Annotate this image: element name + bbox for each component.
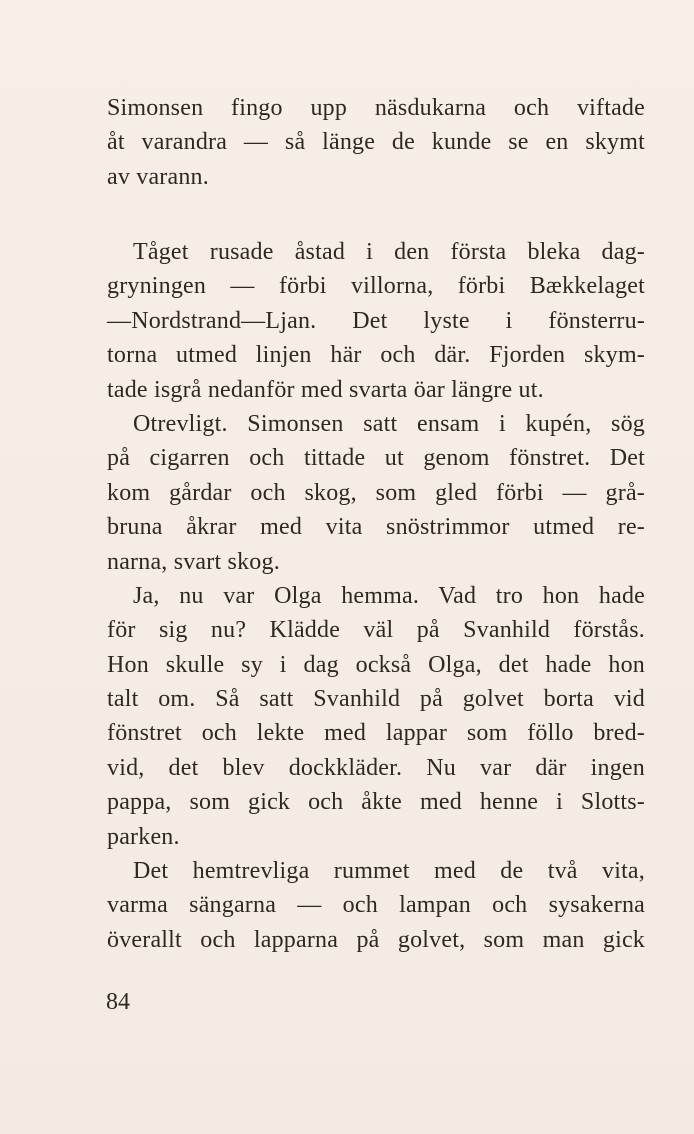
paragraph-line: på cigarren och tittade ut genom fönstret. Det (107, 445, 645, 472)
paragraph-line: torna utmed linjen här och där. Fjorden skym- (107, 342, 645, 369)
paragraph-line: fönstret och lekte med lappar som föllo bred- (107, 720, 645, 747)
paragraph-4 (107, 579, 645, 854)
paragraph-line: Det hemtrevliga rummet med de två vita, (133, 858, 645, 885)
paragraph-line: åt varandra — så länge de kunde se en skymt (107, 129, 645, 156)
paragraph-line: för sig nu? Klädde väl på Svanhild förstås. (107, 617, 645, 644)
paragraph-line: Ja, nu var Olga hemma. Vad tro hon hade (133, 582, 645, 609)
paragraph-line: kom gårdar och skog, som gled förbi — grå- (107, 479, 645, 506)
paragraph-line: narna, svart skog. (107, 548, 280, 575)
paragraph-2 (107, 235, 645, 407)
paragraph-line: tade isgrå nedanför med svarta öar längre ut. (107, 376, 544, 403)
paragraph-line: varma sängarna — och lampan och sysakerna (107, 892, 645, 919)
paragraph-line: vid, det blev dockkläder. Nu var där ingen (107, 754, 645, 781)
paragraph-line: parken. (107, 823, 180, 850)
paragraph-5 (107, 854, 645, 957)
paragraph-line: gryningen — förbi villorna, förbi Bækkelaget (107, 273, 645, 300)
page-number: 84 (106, 989, 130, 1015)
paragraph-1 (107, 91, 645, 194)
paragraph-line: pappa, som gick och åkte med henne i Slotts- (107, 789, 645, 816)
text-block-top (107, 91, 645, 194)
paragraph-line: av varann. (107, 163, 209, 190)
paragraph-line: Simonsen fingo upp näsdukarna och viftade (107, 95, 645, 121)
paragraph-line: talt om. Så satt Svanhild på golvet borta vid (107, 686, 645, 713)
paragraph-line: Hon skulle sy i dag också Olga, det hade hon (107, 651, 645, 678)
paragraph-line: Otrevligt. Simonsen satt ensam i kupén, sög (133, 410, 645, 437)
text-block-main (107, 235, 645, 957)
paragraph-line: —Nordstrand—Ljan. Det lyste i fönsterru- (107, 307, 645, 334)
paragraph-3 (107, 407, 645, 579)
paragraph-line: Tåget rusade åstad i den första bleka dag- (133, 239, 645, 265)
paragraph-line: överallt och lapparna på golvet, som man gick (107, 926, 645, 953)
paragraph-line: bruna åkrar med vita snöstrimmor utmed re- (107, 514, 645, 541)
